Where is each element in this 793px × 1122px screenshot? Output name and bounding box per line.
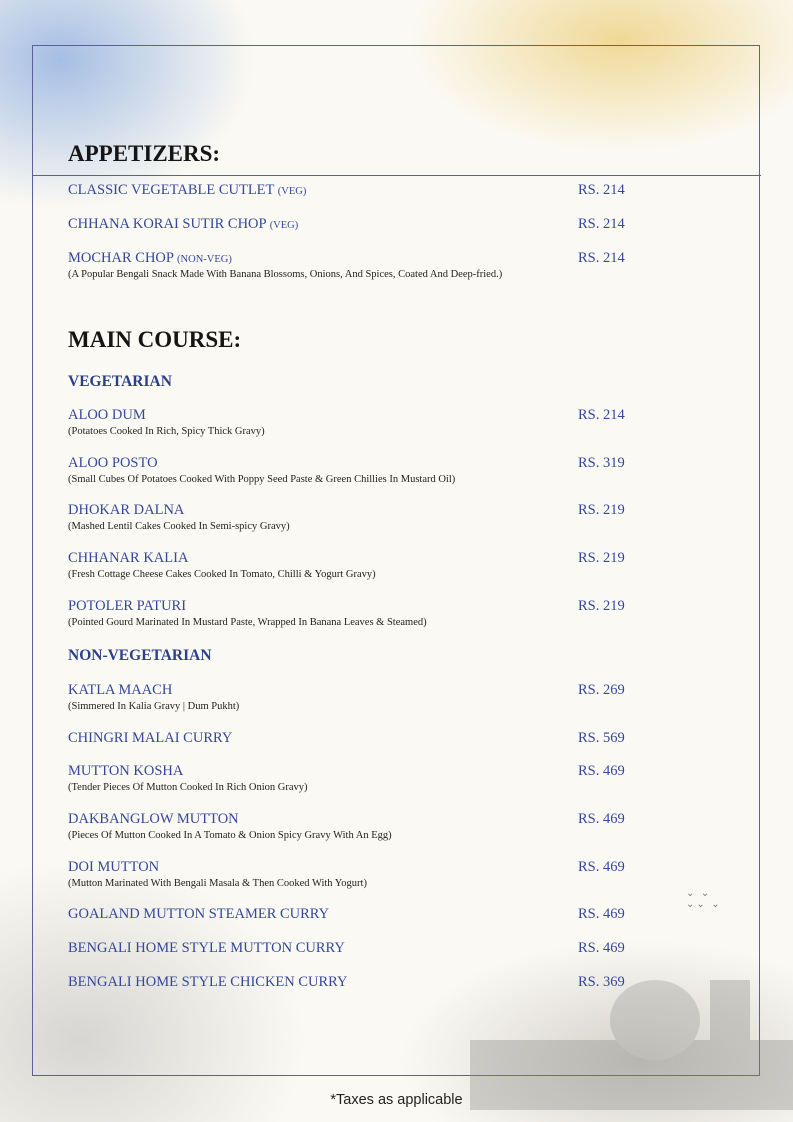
menu-item: [68, 682, 628, 713]
menu-item: [68, 906, 628, 924]
menu-item: [68, 730, 628, 748]
item-price: RS. 569: [578, 730, 625, 746]
item-description: (Tender Pieces Of Mutton Cooked In Rich Onion Gravy): [68, 782, 308, 793]
menu-item: [68, 859, 628, 890]
menu-item: [68, 502, 628, 533]
menu-item: [68, 550, 628, 581]
item-name: MOCHAR CHOP: [68, 250, 174, 266]
item-name: BENGALI HOME STYLE CHICKEN CURRY: [68, 974, 348, 990]
item-description: (Simmered In Kalia Gravy | Dum Pukht): [68, 701, 240, 712]
item-name: KATLA MAACH: [68, 682, 173, 698]
item-tag: (VEG): [269, 220, 299, 231]
menu-item: [68, 763, 628, 794]
item-description: (A Popular Bengali Snack Made With Banana Blossoms, Onions, And Spices, Coated And Deep-fried.): [68, 269, 503, 280]
menu-item: [68, 940, 628, 958]
item-name: BENGALI HOME STYLE MUTTON CURRY: [68, 940, 345, 956]
menu-item: [68, 598, 628, 629]
item-description: (Mashed Lentil Cakes Cooked In Semi-spicy Gravy): [68, 521, 290, 532]
item-price: RS. 214: [578, 407, 625, 423]
item-name: CHINGRI MALAI CURRY: [68, 730, 233, 746]
menu-item: [68, 407, 628, 438]
menu-item: [68, 250, 628, 281]
item-price: RS. 469: [578, 940, 625, 956]
item-price: RS. 214: [578, 182, 625, 198]
item-description: (Pieces Of Mutton Cooked In A Tomato & Onion Spicy Gravy With An Egg): [68, 830, 392, 841]
item-tag: (VEG): [277, 186, 307, 197]
item-description: (Small Cubes Of Potatoes Cooked With Poppy Seed Paste & Green Chillies In Mustard Oil): [68, 474, 456, 485]
item-price: RS. 214: [578, 216, 625, 232]
main-course-heading: MAIN COURSE:: [68, 327, 242, 352]
item-name: CHHANAR KALIA: [68, 550, 189, 566]
item-price: RS. 469: [578, 811, 625, 827]
item-name: CHHANA KORAI SUTIR CHOP: [68, 216, 267, 232]
menu-item: [68, 182, 628, 200]
item-name: POTOLER PATURI: [68, 598, 187, 614]
item-price: RS. 469: [578, 763, 625, 779]
item-description: (Fresh Cottage Cheese Cakes Cooked In Tomato, Chilli & Yogurt Gravy): [68, 569, 376, 580]
menu-item: [68, 811, 628, 842]
item-price: RS. 214: [578, 250, 625, 266]
item-price: RS. 319: [578, 455, 625, 471]
item-name: DOI MUTTON: [68, 859, 160, 875]
item-price: RS. 219: [578, 598, 625, 614]
item-name: DAKBANGLOW MUTTON: [68, 811, 239, 827]
item-description: (Pointed Gourd Marinated In Mustard Paste, Wrapped In Banana Leaves & Steamed): [68, 617, 427, 628]
appetizers-heading: APPETIZERS:: [68, 141, 221, 166]
vegetarian-heading: VEGETARIAN: [68, 373, 172, 390]
item-price: RS. 269: [578, 682, 625, 698]
item-name: ALOO POSTO: [68, 455, 158, 471]
item-price: RS. 219: [578, 550, 625, 566]
item-description: (Potatoes Cooked In Rich, Spicy Thick Gravy): [68, 426, 265, 437]
item-name: ALOO DUM: [68, 407, 146, 423]
item-price: RS. 369: [578, 974, 625, 990]
item-name: MUTTON KOSHA: [68, 763, 184, 779]
taxes-note: *Taxes as applicable: [330, 1092, 463, 1108]
item-name: GOALAND MUTTON STEAMER CURRY: [68, 906, 330, 922]
divider: [32, 175, 761, 176]
item-name: CLASSIC VEGETABLE CUTLET: [68, 182, 275, 198]
item-name: DHOKAR DALNA: [68, 502, 185, 518]
item-price: RS. 219: [578, 502, 625, 518]
menu-item: [68, 974, 628, 992]
non-vegetarian-heading: NON-VEGETARIAN: [68, 647, 212, 664]
item-tag: (NON-VEG): [177, 254, 232, 265]
item-price: RS. 469: [578, 859, 625, 875]
menu-item: [68, 216, 628, 234]
item-description: (Mutton Marinated With Bengali Masala & Then Cooked With Yogurt): [68, 878, 367, 889]
birds-decoration: ⌄ ⌄ ⌄⌄ ⌄: [686, 888, 722, 910]
item-price: RS. 469: [578, 906, 625, 922]
menu-item: [68, 455, 628, 486]
